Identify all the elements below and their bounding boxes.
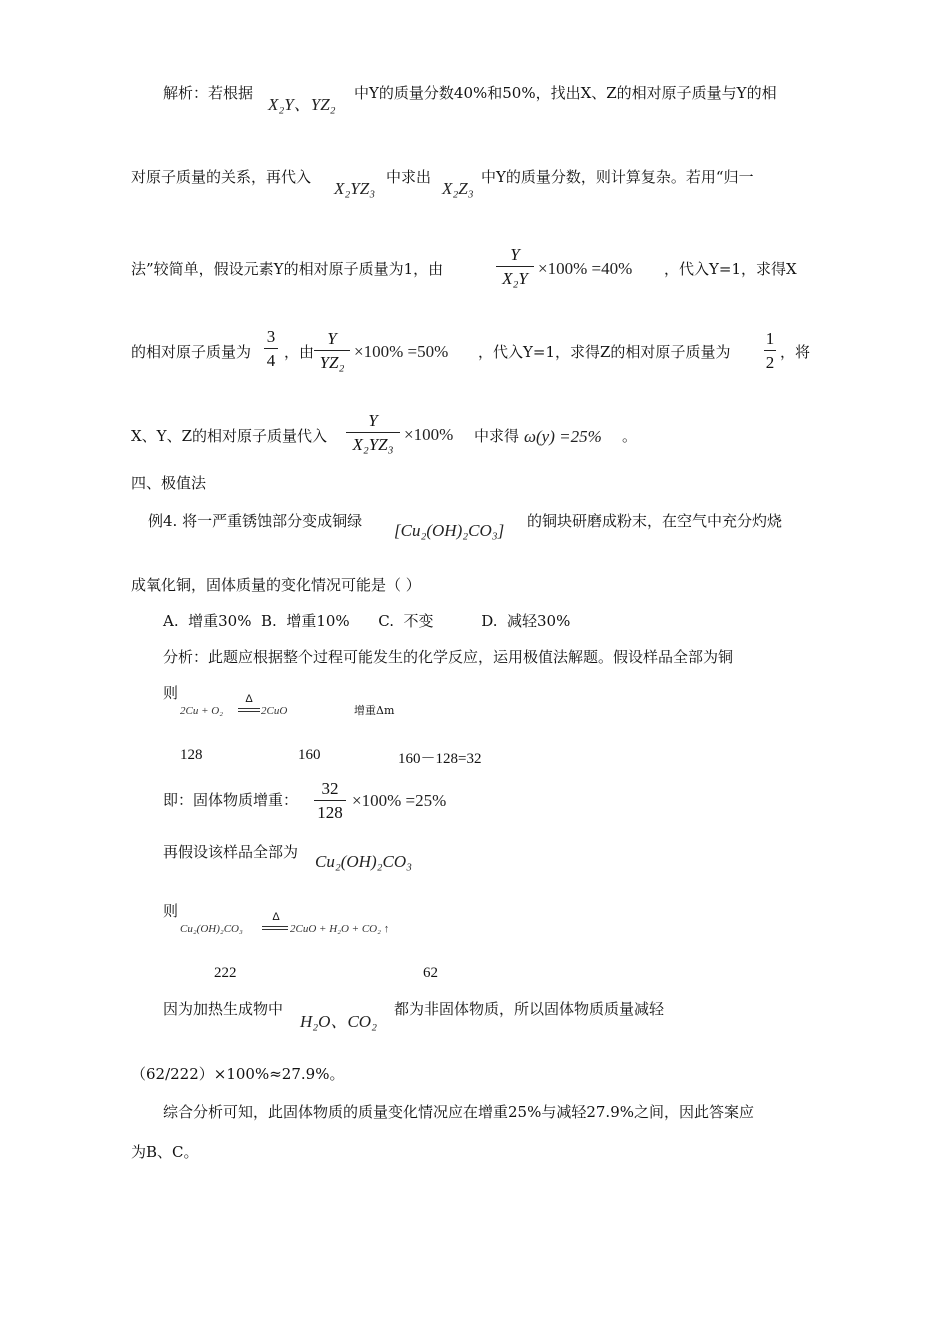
- fraction-y-over-yz2: Y YZ₂: [314, 330, 350, 371]
- para1-line5a: X、Y、Z的相对原子质量代入: [131, 427, 328, 445]
- analysis-ze2: 则: [163, 902, 179, 920]
- para1-line4d: ，将: [780, 343, 811, 361]
- because-formula: H₂O、CO₂: [300, 1012, 377, 1031]
- eq1-note: 增重Δm: [354, 704, 395, 717]
- fraction-32-128: 32 128: [314, 780, 346, 821]
- para1-line2a: 对原子质量的关系，再代入: [131, 168, 312, 186]
- row1-b: 160: [298, 747, 321, 763]
- fraction-3-4: 3 4: [264, 328, 278, 369]
- eq2-equals-line: [262, 926, 288, 930]
- pct-50: ×100% =50%: [354, 342, 449, 361]
- para1-line3a: 法”较简单，假设元素Y的相对原子质量为1，由: [131, 260, 444, 278]
- pct-40: ×100% =40%: [538, 259, 633, 278]
- para1-line4a: 的相对原子质量为: [131, 343, 252, 361]
- para1-line5b: 中求得: [474, 427, 520, 445]
- analysis-assume: 再假设该样品全部为: [163, 843, 299, 861]
- omega-25: ω(y) =25%: [524, 427, 602, 446]
- fraction-1-2: 1 2: [765, 329, 775, 372]
- analysis-line1: 分析：此题应根据整个过程可能发生的化学反应，运用极值法解题。假设样品全部为铜: [163, 648, 734, 666]
- analysis-calc: （62/222）×100%≈27.9%。: [131, 1065, 345, 1083]
- para1-mid: 中Y的质量分数40%和50%，找出X、Z的相对原子质量与Y的相: [354, 84, 777, 102]
- example-line1b: 的铜块研磨成粉末，在空气中充分灼烧: [527, 512, 783, 530]
- fraction-y-over-x2yz3: Y X₂YZ₃: [346, 412, 400, 453]
- example-options: A. 增重30% B. 增重10% C. 不变 D. 减轻30%: [163, 612, 571, 630]
- eq1-left: 2Cu + O₂: [180, 705, 224, 717]
- section-title: 四、极值法: [131, 474, 207, 492]
- para1-line5c: 。: [622, 427, 638, 445]
- formula-x2y-yz2: X₂Y、YZ₂: [268, 95, 336, 114]
- summary-line1: 综合分析可知，此固体物质的质量变化情况应在增重25%与减轻27.9%之间，因此答案应: [163, 1103, 754, 1121]
- eq2-delta: Δ: [272, 911, 280, 923]
- example-line1a: 例4. 将一严重锈蚀部分变成铜绿: [148, 512, 363, 530]
- assume-formula: Cu₂(OH)₂CO₃: [315, 852, 413, 871]
- row1-c: 160－128=32: [398, 751, 482, 767]
- para1-line4c: ，代入Y=1，求得Z的相对原子质量为: [478, 343, 731, 361]
- summary-line2: 为B、C。: [131, 1143, 199, 1161]
- para1-line2b: 中求出: [386, 168, 432, 186]
- pct-25: ×100% =25%: [352, 791, 447, 810]
- formula-x2z3: X₂Z₃: [442, 179, 474, 198]
- fraction-y-over-x2y: Y X₂Y: [496, 246, 534, 287]
- eq1-right: 2CuO: [261, 705, 288, 717]
- para1-line2c: 中Y的质量分数，则计算复杂。若用“归一: [481, 168, 754, 186]
- para1-prefix: 解析：若根据: [163, 84, 254, 102]
- example-line2: 成氧化铜，固体质量的变化情况可能是（ ）: [131, 576, 421, 594]
- row2-b: 62: [423, 965, 438, 981]
- row2-a: 222: [214, 965, 237, 981]
- pct-100: ×100%: [404, 425, 454, 444]
- analysis-because-a: 因为加热生成物中: [163, 1000, 284, 1018]
- formula-x2yz3: X₂YZ₃: [334, 179, 376, 198]
- eq2-left: Cu₂(OH)₂CO₃: [180, 923, 243, 935]
- eq2-right: 2CuO + H₂O + CO₂ ↑: [290, 923, 390, 935]
- para1-line4b: ，由: [284, 343, 315, 361]
- row1-a: 128: [180, 747, 203, 763]
- formula-malachite: [Cu₂(OH)₂CO₃]: [394, 521, 505, 540]
- eq1-equals-line: [238, 708, 260, 712]
- analysis-because-b: 都为非固体物质，所以固体物质质量减轻: [394, 1000, 665, 1018]
- analysis-ze1: 则: [163, 684, 179, 702]
- analysis-ji: 即：固体物质增重：: [163, 791, 299, 809]
- para1-line3b: ，代入Y=1，求得X: [664, 260, 797, 278]
- eq1-delta: Δ: [245, 693, 253, 705]
